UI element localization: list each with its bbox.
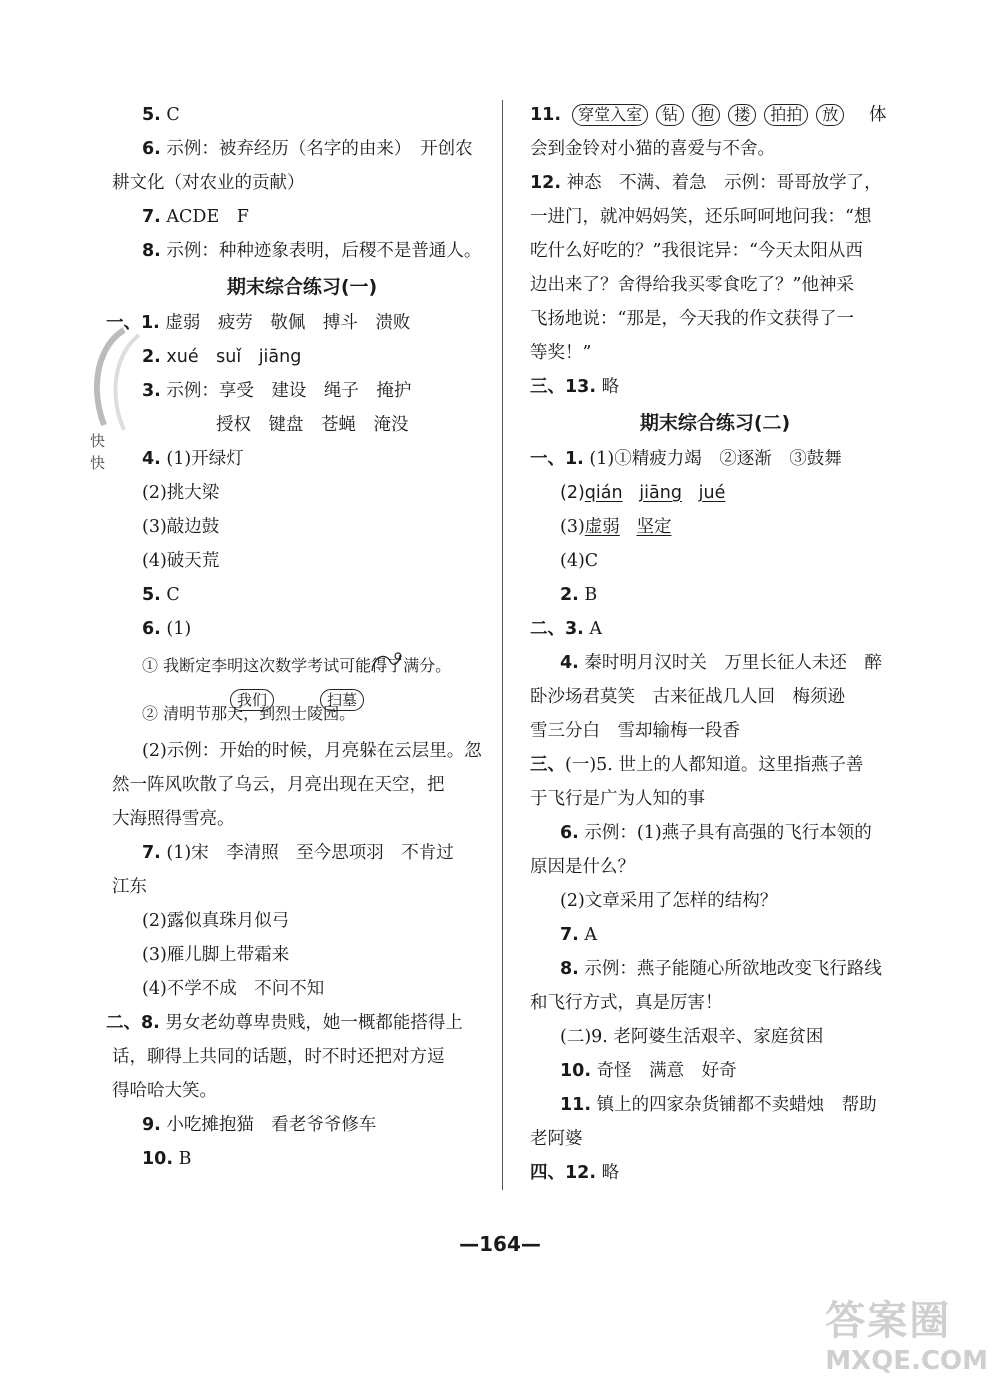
answer-line: 一、1. (1)①精疲力竭 ②逐渐 ③鼓舞 (530, 449, 842, 469)
answer-line: (二)9. 老阿婆生活艰辛、家庭贫困 (560, 1027, 824, 1047)
answer-line: 8. 示例：种种迹象表明，后稷不是普通人。 (142, 241, 482, 261)
circled-word: 钻 (656, 104, 684, 126)
correction-sentence: ② 清明节那天，到烈士陵园。 我们 扫墓 (112, 694, 492, 734)
answer-line: 四、12. 略 (530, 1163, 620, 1183)
answer-line: 然一阵风吹散了乌云，月亮出现在天空，把 (112, 775, 445, 795)
answer-line: 7. A (560, 925, 598, 945)
answer-line: 5. C (142, 585, 180, 605)
answer-line: 一、1. 虚弱 疲劳 敬佩 搏斗 溃败 (106, 313, 411, 333)
answer-line: 三、(一)5. 世上的人都知道。这里指燕子善 (530, 755, 864, 775)
answer-line: 11. 镇上的四家杂货铺都不卖蜡烛 帮助 (560, 1095, 877, 1115)
answer-line: 12. 神态 不满、着急 示例：哥哥放学了， (530, 173, 882, 193)
column-divider (502, 100, 503, 1190)
answer-line: (3)虚弱 坚定 (560, 517, 672, 537)
answer-line: (4)C (560, 551, 599, 571)
page-number: —164— (459, 1232, 541, 1256)
right-column (530, 98, 900, 1190)
answer-line: 飞扬地说：“那是，今天我的作文获得了一 (530, 309, 854, 329)
answer-line: 三、13. 略 (530, 377, 620, 397)
answer-line: 4. (1)开绿灯 (142, 449, 244, 469)
answer-line: 授权 键盘 苍蝇 淹没 (216, 415, 409, 435)
insertion-bubble: 扫墓 (320, 680, 364, 720)
answer-line: 一进门，就冲妈妈笑，还乐呵呵地问我：“想 (530, 207, 872, 227)
correction-sentence: ① 我断定李明这次数学考试可能得了满分。 (112, 646, 492, 686)
answer-line: 9. 小吃摊抱猫 看老爷爷修车 (142, 1115, 377, 1135)
circled-word: 拍拍 (764, 104, 808, 126)
answer-line: (3)敲边鼓 (142, 517, 220, 537)
answer-line: 边出来了？舍得给我买零食吃了？”他神采 (530, 275, 854, 295)
answer-line: 10. B (142, 1149, 192, 1169)
deletion-mark-icon (370, 648, 404, 688)
answer-line: (2)挑大梁 (142, 483, 220, 503)
section-title: 期末综合练习(二) (639, 412, 791, 434)
answer-line: 6. 示例：(1)燕子具有高强的飞行本领的 (560, 823, 872, 843)
answer-line: (3)雁儿脚上带霜来 (142, 945, 290, 965)
answer-line: 5. C (142, 105, 180, 125)
answer-line: 二、3. A (530, 619, 603, 639)
answer-line: 江东 (112, 877, 147, 897)
answer-line: 2. xué suǐ jiāng (142, 347, 302, 367)
answer-line: (2)露似真珠月似弓 (142, 911, 290, 931)
answer-line: 卧沙场君莫笑 古来征战几人回 梅须逊 (530, 687, 845, 707)
answer-line: (4)不学不成 不问不知 (142, 979, 325, 999)
answer-line: 二、8. 男女老幼尊卑贵贱，她一概都能搭得上 (106, 1013, 463, 1033)
answer-line: 4. 秦时明月汉时关 万里长征人未还 醉 (560, 653, 882, 673)
answer-line: 大海照得雪亮。 (112, 809, 235, 829)
circled-word: 搂 (728, 104, 756, 126)
answer-line: (2)文章采用了怎样的结构？ (560, 891, 778, 911)
answer-line: (2)qián jiāng jué (560, 483, 726, 503)
side-margin-text: 快快 (90, 432, 106, 472)
answer-line: 老阿婆 (530, 1129, 583, 1149)
insertion-bubble: 我们 (230, 680, 274, 720)
left-column (106, 98, 492, 1176)
answer-line: 雪三分白 雪却输梅一段香 (530, 721, 740, 741)
answer-line: 7. ACDE F (142, 207, 249, 227)
answer-line: 7. (1)宋 李清照 至今思项羽 不肯过 (142, 843, 454, 863)
answer-line: (2)示例：开始的时候，月亮躲在云层里。忽 (142, 741, 482, 761)
section-title: 期末综合练习(一) (226, 276, 378, 298)
answer-line: 话，聊得上共同的话题，时不时还把对方逗 (112, 1047, 445, 1067)
answer-line: 8. 示例：燕子能随心所欲地改变飞行路线 (560, 959, 882, 979)
answer-line: 等奖！” (530, 343, 592, 363)
answer-line: 2. B (560, 585, 598, 605)
circled-word: 抱 (692, 104, 720, 126)
answer-line: 原因是什么？ (530, 857, 635, 877)
answer-line: 6. (1) (142, 619, 192, 639)
answer-line: 10. 奇怪 满意 好奇 (560, 1061, 737, 1081)
answer-line: (4)破天荒 (142, 551, 220, 571)
answer-line: 耕文化（对农业的贡献） (112, 173, 305, 193)
circled-word: 放 (816, 104, 844, 126)
watermark-logo: 答案圈 MXQE.COM (825, 1298, 988, 1376)
answer-line: 于飞行是广为人知的事 (530, 789, 705, 809)
answer-line: 11. 穿堂入室 钻 抱 搂 拍拍 放 体 (530, 105, 887, 125)
answer-line: 会到金铃对小猫的喜爱与不舍。 (530, 139, 775, 159)
answer-line: 3. 示例：享受 建设 绳子 掩护 (142, 381, 412, 401)
answer-line: 吃什么好吃的？”我很诧异：“今天太阳从西 (530, 241, 863, 261)
answer-line: 得哈哈大笑。 (112, 1081, 217, 1101)
circled-word: 穿堂入室 (572, 104, 648, 126)
answer-line: 6. 示例：被弃经历（名字的由来） 开创农 (142, 139, 473, 159)
answer-line: 和飞行方式，真是厉害！ (530, 993, 723, 1013)
